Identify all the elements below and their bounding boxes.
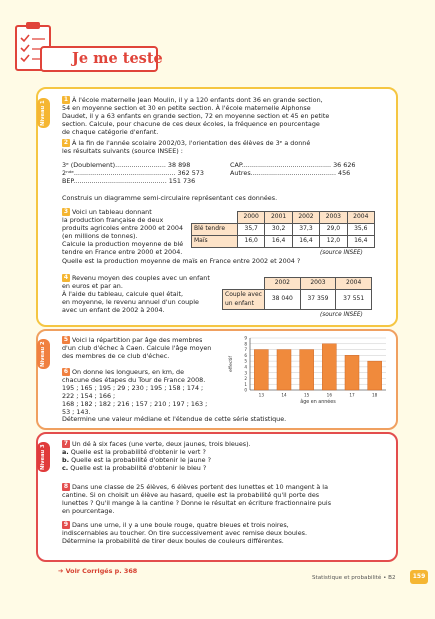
x-tick-label: 15 [303, 392, 310, 398]
exercise-text: de chaque catégorie d'enfant. [62, 127, 159, 136]
item-text: Quelle est la probabilité d'obtenir le bleu ? [70, 463, 207, 472]
exercise-text: section. Calcule, pour chacune de ces deux écoles, la fréquence en pourcentage [62, 119, 320, 128]
exercise-text: Détermine une valeur médiane et l'étendue de cette série statistique. [62, 415, 287, 424]
exercise-text: en moyenne, le revenu annuel d'un couple [62, 297, 199, 306]
x-tick-label: 17 [349, 392, 355, 398]
x-tick-label: 14 [281, 392, 287, 398]
table-cell: 16,4 [265, 236, 292, 248]
table-header: 2000 [238, 212, 265, 224]
table-cell: 29,0 [320, 224, 347, 236]
exercise-number: 8 [63, 483, 69, 490]
x-tick-label: 16 [326, 392, 333, 398]
row-label: Maïs [192, 236, 238, 248]
exercise-text: À l'école maternelle Jean Moulin, il y a 120 enfants dont 36 en grande section, [72, 96, 323, 104]
exercise-text: 168 ; 182 ; 182 ; 216 ; 157 ; 210 ; 197 ; 163 ; [62, 399, 208, 408]
x-tick-label: 18 [371, 392, 378, 398]
table-cell: 16,4 [292, 236, 319, 248]
table-cell: 38 040 [265, 290, 301, 310]
table-cell: 30,2 [265, 224, 292, 236]
list-item: Autres.......................................... 456 [230, 168, 351, 177]
item-key: b. [62, 455, 70, 464]
y-axis-label: effectif [229, 355, 234, 373]
item-key: c. [62, 463, 69, 472]
exercise-text: chacune des étapes du Tour de France 2008. [62, 375, 206, 384]
exercise-8 [62, 483, 394, 516]
page-number: 159 [410, 570, 428, 584]
exercise-text: en euros et par an. [62, 281, 123, 290]
exercise-text: On donne les longueurs, en km, de [72, 368, 185, 376]
exercise-text: la production française de deux [62, 215, 164, 224]
list-item: 2ⁿᵈᵉ.................................................. 362 573 [62, 168, 204, 177]
y-tick-label: 1 [244, 381, 247, 387]
exercise-text: produits agricoles entre 2000 et 2004 [62, 223, 184, 232]
exercise-7 [62, 440, 394, 473]
exercise-5 [62, 336, 228, 361]
exercise-text: Calcule la production moyenne de blé [62, 239, 184, 248]
exercise-text: 53 ; 143. [62, 407, 91, 416]
level-2-badge: Niveau 2 [37, 339, 50, 369]
chapter-label: Statistique et probabilité • B2 [312, 575, 396, 581]
exercise-text: Construis un diagramme semi-circulaire représentant ces données. [62, 194, 278, 202]
exercise-text: 54 en moyenne section et 30 en petite section. À l'école maternelle Alphonse [62, 103, 311, 112]
table-header: 2003 [300, 278, 336, 290]
table-cell: 37 359 [300, 290, 336, 310]
y-tick-label: 5 [244, 358, 247, 364]
y-tick-label: 9 [244, 335, 247, 341]
exercise-text: À la fin de l'année scolaire 2002/03, l'orientation des élèves de 3ᵉ a donné [72, 139, 311, 147]
exercise-6 [62, 368, 394, 424]
exercise-number: 3 [63, 208, 69, 215]
exercise-text: À l'aide du tableau, calcule quel était, [62, 289, 184, 298]
exercise-2 [62, 139, 394, 156]
table-cell: 37,3 [292, 224, 319, 236]
source-note: (source INSEE) [320, 250, 363, 256]
table-cell: 16,0 [238, 236, 265, 248]
exercise-text: Daudet, il y a 63 enfants en grande section, 72 en moyenne section et 45 en petite [62, 111, 330, 120]
exercise-text: indiscernables au toucher. On tire successivement avec remise deux boules. [62, 528, 307, 537]
orientation-list-right [230, 162, 390, 178]
exercise-4 [62, 274, 222, 315]
table-row [192, 236, 375, 248]
exercise-1 [62, 96, 394, 137]
y-tick-label: 2 [244, 376, 247, 382]
exercise-text: les résultats suivants (source INSEE) : [62, 146, 183, 155]
table-header: 2004 [336, 278, 372, 290]
list-item: CAP............................................ 36 626 [230, 161, 356, 169]
y-tick-label: 6 [244, 352, 247, 358]
exercise-text: Dans une urne, il y a une boule rouge, quatre bleues et trois noires, [72, 521, 289, 529]
exercise-text: Voici un tableau donnant [72, 208, 152, 216]
table-header: 2002 [265, 278, 301, 290]
table-header: 2001 [265, 212, 292, 224]
production-table [191, 211, 375, 248]
table-header: 2003 [320, 212, 347, 224]
table-cell: 35,7 [238, 224, 265, 236]
question-item [62, 465, 394, 473]
exercise-text: d'un club d'échec à Caen. Calcule l'âge moyen [62, 343, 212, 352]
corriges-link[interactable]: ➔ Voir Corrigés p. 368 [58, 567, 138, 575]
exercise-text: 222 ; 154 ; 166 ; [62, 391, 116, 400]
exercise-9 [62, 521, 394, 546]
table-header: 2004 [347, 212, 374, 224]
exercise-text: avec un enfant de 2002 à 2004. [62, 305, 165, 314]
source-note: (source INSEE) [320, 312, 363, 318]
y-tick-label: 7 [244, 347, 247, 353]
exercise-text: tendre en France entre 2000 et 2004. [62, 247, 183, 256]
item-key: a. [62, 447, 69, 456]
exercise-number: 7 [63, 440, 69, 447]
exercise-text: en pourcentage. [62, 506, 115, 515]
x-axis-label: âge en années [300, 400, 336, 405]
exercise-text: Quelle est la production moyenne de maïs en France entre 2002 et 2004 ? [62, 257, 301, 265]
item-text: Quelle est la probabilité d'obtenir le vert ? [70, 447, 206, 456]
exercise-text: Détermine la probabilité de tirer deux boules de couleurs différentes. [62, 536, 284, 545]
exercise-text: (en millions de tonnes). [62, 231, 138, 240]
table-header: 2002 [292, 212, 319, 224]
x-tick-label: 13 [258, 392, 265, 398]
exercise-text: lunettes ? Qu'il mange à la cantine ? Donne le résultat en écriture fractionnaire puis [62, 498, 332, 507]
exercise-text: Un dé à six faces (une verte, deux jaunes, trois bleues). [72, 440, 251, 448]
exercise-number: 6 [63, 368, 69, 375]
income-table [222, 277, 372, 310]
y-tick-label: 8 [244, 341, 247, 347]
exercise-text: Voici la répartition par âge des membres [72, 336, 203, 344]
page-title: Je me teste [72, 50, 163, 67]
exercise-number: 5 [63, 336, 69, 343]
exercise-3 [62, 208, 212, 256]
y-tick-label: 4 [244, 364, 247, 370]
table-cell: 12,0 [320, 236, 347, 248]
exercise-text: cantine. Si on choisit un élève au hasard, quelle est la probabilité qu'il porte des [62, 490, 320, 499]
exercise-number: 9 [63, 521, 69, 528]
table-row [223, 290, 372, 310]
exercise-text: des membres de ce club d'échec. [62, 351, 170, 360]
exercise-number: 1 [63, 96, 69, 103]
orientation-list-left [62, 162, 222, 186]
list-item: BEP.............................................. 151 736 [62, 176, 196, 185]
level-1-badge: Niveau 1 [37, 98, 50, 128]
level-3-badge: Niveau 3 [37, 442, 50, 472]
exercise-number: 2 [63, 139, 69, 146]
list-item: 3ᵉ (Doublement)......................... 38 898 [62, 161, 191, 169]
y-tick-label: 3 [244, 370, 247, 376]
item-text: Quelle est la probabilité d'obtenir le jaune ? [71, 455, 211, 464]
table-row [192, 224, 375, 236]
table-cell: 35,6 [347, 224, 374, 236]
exercise-number: 4 [63, 274, 69, 281]
row-label: Blé tendre [192, 224, 238, 236]
exercise-text: Revenu moyen des couples avec un enfant [72, 274, 210, 282]
table-cell: 16,4 [347, 236, 374, 248]
row-label: Couple avec un enfant [223, 290, 265, 310]
y-tick-label: 0 [244, 387, 247, 393]
table-cell: 37 551 [336, 290, 372, 310]
exercise-text: 195 ; 165 ; 195 ; 29 ; 230 ; 195 ; 158 ; 174 ; [62, 383, 204, 392]
exercise-text: Dans une classe de 25 élèves, 6 élèves portent des lunettes et 10 mangent à la [72, 483, 328, 491]
